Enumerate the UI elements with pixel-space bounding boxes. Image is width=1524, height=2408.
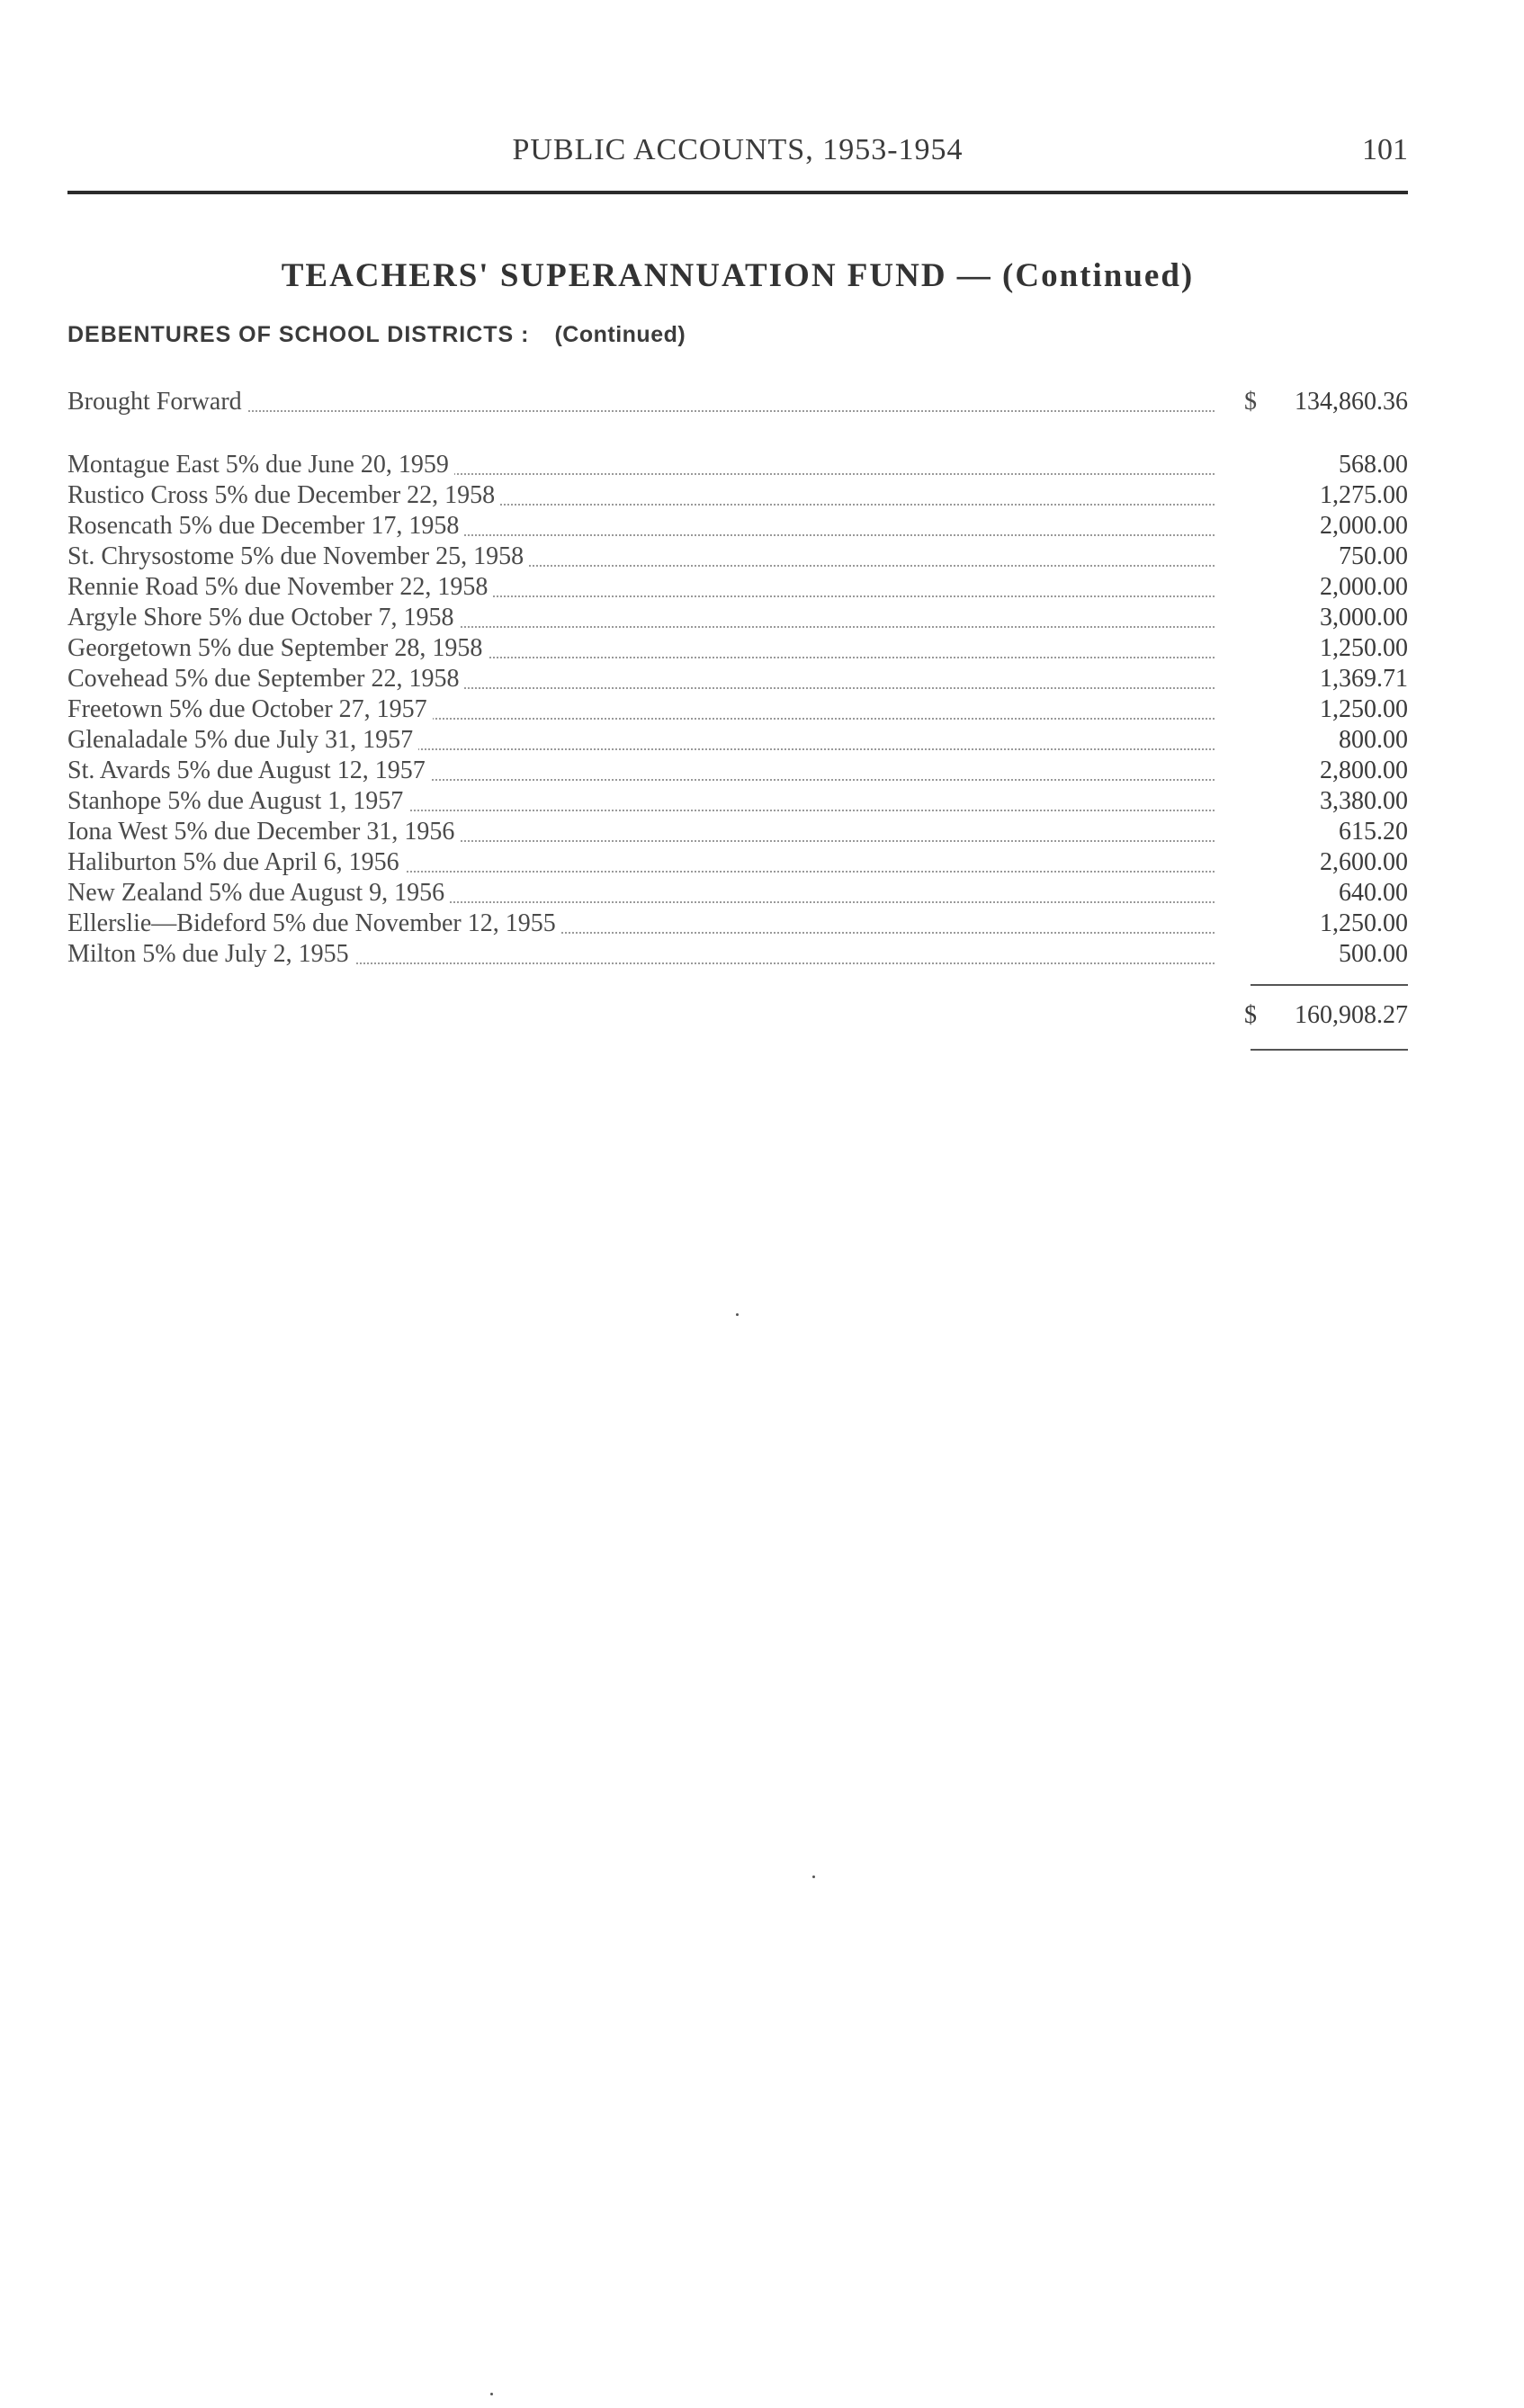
- entry-label: Freetown 5% due October 27, 1957: [67, 694, 433, 725]
- currency-sign: $: [1244, 1001, 1257, 1029]
- table-row: [67, 694, 1408, 725]
- entry-amount: 568.00: [1339, 451, 1408, 479]
- entry-label: Stanhope 5% due August 1, 1957: [67, 786, 408, 817]
- entry-amount: 800.00: [1339, 726, 1408, 754]
- table-row: [67, 847, 1408, 878]
- total-rule: [1251, 1049, 1408, 1051]
- table-row: [67, 909, 1408, 939]
- entry-label: Rustico Cross 5% due December 22, 1958: [67, 480, 500, 511]
- total-row: [67, 1000, 1408, 1031]
- entry-amount: 2,600.00: [1320, 848, 1408, 876]
- table-row: [67, 786, 1408, 817]
- subtotal-rule: [1251, 984, 1408, 986]
- entry-label: Iona West 5% due December 31, 1956: [67, 817, 460, 847]
- entry-label: Rennie Road 5% due November 22, 1958: [67, 572, 493, 603]
- brought-forward-amount: 134,860.36: [1295, 388, 1408, 416]
- entry-amount: 1,250.00: [1320, 634, 1408, 662]
- entry-amount: 1,369.71: [1320, 665, 1408, 693]
- entry-label: Haliburton 5% due April 6, 1956: [67, 847, 405, 878]
- entry-label: Covehead 5% due September 22, 1958: [67, 664, 464, 694]
- table-row: [67, 572, 1408, 603]
- entry-amount: 2,000.00: [1320, 573, 1408, 601]
- table-row: [67, 725, 1408, 756]
- entry-amount: 615.20: [1339, 818, 1408, 846]
- entry-label: Argyle Shore 5% due October 7, 1958: [67, 603, 460, 633]
- entry-amount: 3,000.00: [1320, 604, 1408, 631]
- table-row: [67, 603, 1408, 633]
- entry-label: Georgetown 5% due September 28, 1958: [67, 633, 488, 664]
- entry-label: Montague East 5% due June 20, 1959: [67, 450, 454, 480]
- entry-amount: 1,275.00: [1320, 481, 1408, 509]
- table-row: [67, 511, 1408, 542]
- brought-forward-row: [67, 387, 1408, 417]
- page-number: 101: [1362, 133, 1408, 166]
- table-row: [67, 878, 1408, 909]
- total-amount: 160,908.27: [1295, 1001, 1408, 1029]
- table-row: [67, 939, 1408, 970]
- entry-label: Ellerslie—Bideford 5% due November 12, 1955: [67, 909, 561, 939]
- entry-label: Milton 5% due July 2, 1955: [67, 939, 354, 970]
- currency-sign: $: [1244, 388, 1257, 416]
- entry-label: Glenaladale 5% due July 31, 1957: [67, 725, 418, 756]
- section-heading: [67, 322, 686, 348]
- entry-amount: 1,250.00: [1320, 909, 1408, 937]
- running-header: [67, 133, 1408, 173]
- entry-amount: 640.00: [1339, 879, 1408, 907]
- entry-label: New Zealand 5% due August 9, 1956: [67, 878, 450, 909]
- table-row: [67, 817, 1408, 847]
- scan-speck: [812, 1875, 815, 1878]
- table-row: [67, 542, 1408, 572]
- entry-amount: 2,800.00: [1320, 756, 1408, 784]
- table-row: [67, 664, 1408, 694]
- entry-amount: 1,250.00: [1320, 695, 1408, 723]
- scan-speck: [490, 2393, 493, 2395]
- table-row: [67, 450, 1408, 480]
- running-title: PUBLIC ACCOUNTS, 1953-1954: [512, 133, 964, 166]
- entry-label: St. Chrysostome 5% due November 25, 1958: [67, 542, 529, 572]
- fund-title: TEACHERS' SUPERANNUATION FUND — (Continued): [281, 257, 1195, 294]
- section-heading-text: DEBENTURES OF SCHOOL DISTRICTS :: [67, 322, 530, 347]
- table-row: [67, 633, 1408, 664]
- table-row: [67, 756, 1408, 786]
- table-row: [67, 480, 1408, 511]
- header-rule: [67, 191, 1408, 194]
- entry-label: St. Avards 5% due August 12, 1957: [67, 756, 431, 786]
- section-continued: (Continued): [554, 322, 686, 347]
- scan-speck: [736, 1313, 739, 1316]
- entry-amount: 3,380.00: [1320, 787, 1408, 815]
- brought-forward-label: Brought Forward: [67, 387, 247, 417]
- entry-amount: 2,000.00: [1320, 512, 1408, 540]
- entry-amount: 750.00: [1339, 542, 1408, 570]
- entry-label: Rosencath 5% due December 17, 1958: [67, 511, 464, 542]
- entry-amount: 500.00: [1339, 940, 1408, 968]
